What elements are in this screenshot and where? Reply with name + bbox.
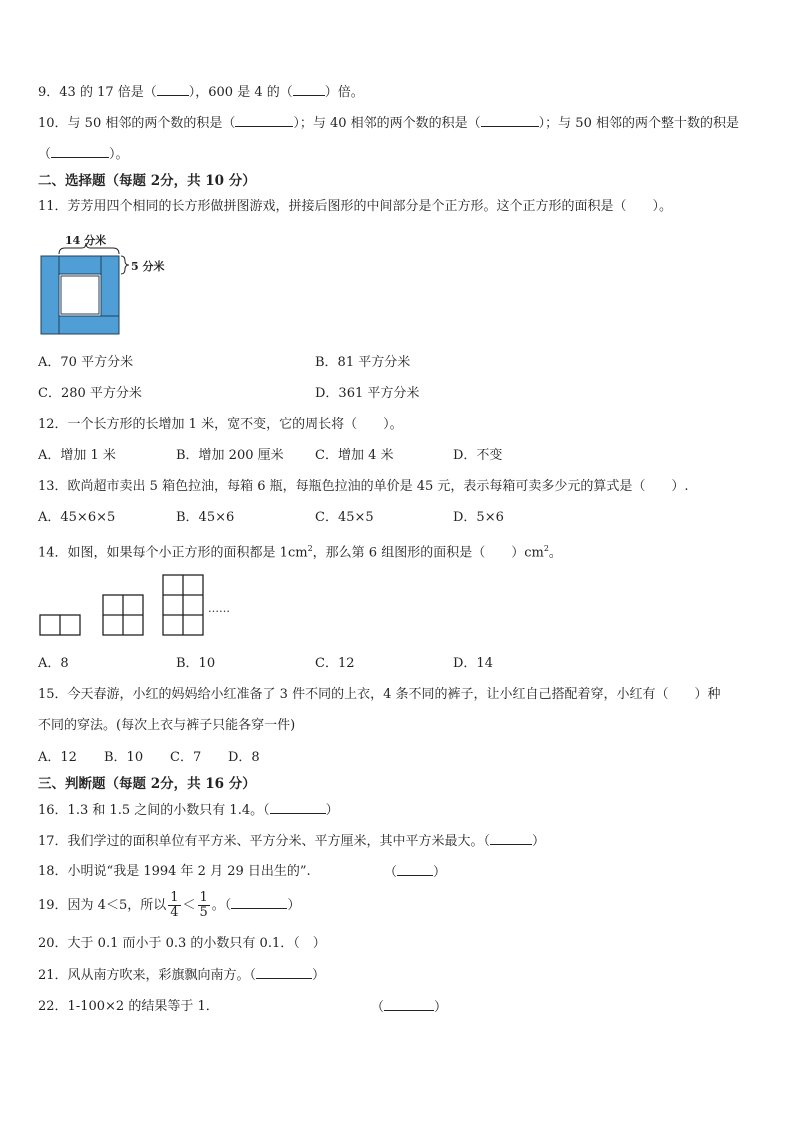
answer-blank[interactable]	[256, 966, 312, 979]
answer-blank[interactable]	[235, 114, 293, 127]
rect-left	[41, 256, 59, 334]
answer-blank[interactable]	[270, 801, 326, 814]
fraction-one-quarter: $\frac{1}{4}$	[170, 890, 179, 920]
q13-option-c[interactable]: C．45×5	[315, 510, 374, 525]
answer-blank[interactable]	[490, 832, 532, 845]
continuation-ellipsis: ……	[208, 602, 230, 615]
q15-option-a[interactable]: A．12	[38, 750, 77, 765]
q11-figure	[38, 232, 168, 334]
question-18-answer: （ ）	[384, 865, 447, 880]
question-15: 15．今天春游，小红的妈妈给小红准备了 3 件不同的上衣，4 条不同的裤子，让小红自己搭配着穿，小红有（ ）种	[38, 687, 721, 702]
q12-option-d[interactable]: D．不变	[453, 448, 503, 463]
q15-option-b[interactable]: B．10	[104, 750, 144, 765]
section-title-judge: 三、判断题（每题 2分，共 16 分）	[38, 776, 256, 792]
q14-option-d[interactable]: D．14	[453, 656, 493, 671]
q11-option-c[interactable]: C．280 平方分米	[38, 386, 142, 401]
question-18: 18．小明说“我是 1994 年 2 月 29 日出生的”.	[38, 864, 311, 879]
q12-option-a[interactable]: A．增加 1 米	[38, 448, 116, 463]
q14-option-b[interactable]: B．10	[176, 656, 216, 671]
answer-blank[interactable]	[157, 83, 189, 96]
question-9: 9．43 的 17 倍是（ ），600 是 4 的（ ）倍。	[38, 85, 364, 100]
width-label: 5 分米	[131, 260, 165, 273]
q15-option-d[interactable]: D．8	[228, 750, 260, 765]
pattern-group-3	[163, 575, 203, 635]
pattern-group-2	[103, 595, 143, 635]
question-22-answer: （ ）	[371, 1000, 448, 1015]
answer-blank[interactable]	[384, 998, 434, 1011]
q14-option-c[interactable]: C．12	[315, 656, 355, 671]
center-square	[61, 276, 99, 314]
q13-option-b[interactable]: B．45×6	[176, 510, 235, 525]
question-14: 14．如图，如果每个小正方形的面积都是 $1cm^2$，那么第 6 组图形的面积是（ ）$cm^2$。	[38, 544, 562, 561]
pattern-group-1	[40, 615, 80, 635]
question-16: 16．1.3 和 1.5 之间的小数只有 1.4。（ ）	[38, 803, 339, 818]
q12-option-c[interactable]: C．增加 4 米	[315, 448, 394, 463]
question-11: 11．芳芳用四个相同的长方形做拼图游戏，拼接后图形的中间部分是个正方形。这个正方形的面积是（ ）。	[38, 199, 673, 214]
fraction-one-fifth: $\frac{1}{5}$	[199, 890, 208, 920]
question-21: 21．风从南方吹来，彩旗飘向南方。（ ）	[38, 968, 326, 983]
length-label: 14 分米	[65, 234, 107, 247]
question-12: 12．一个长方形的长增加 1 米，宽不变，它的周长将（ ）。	[38, 417, 403, 432]
q12-option-b[interactable]: B．增加 200 厘米	[176, 448, 284, 463]
answer-blank[interactable]	[481, 114, 539, 127]
q13-option-a[interactable]: A．45×6×5	[38, 510, 116, 525]
answer-blank[interactable]	[293, 83, 325, 96]
q14-figure	[38, 574, 248, 640]
answer-blank[interactable]	[231, 896, 287, 909]
answer-blank[interactable]	[397, 863, 433, 876]
q11-option-a[interactable]: A．70 平方分米	[38, 355, 134, 370]
question-10: 10．与 50 相邻的两个数的积是（ ）；与 40 相邻的两个数的积是（ ）；与 50 相邻的两个整十数的积是	[38, 116, 739, 131]
question-15-cont: 不同的穿法。(每次上衣与裤子只能各穿一件)	[38, 718, 296, 733]
question-17: 17．我们学过的面积单位有平方米、平方分米、平方厘米，其中平方米最大。（ ）	[38, 834, 546, 849]
width-brace	[121, 256, 129, 274]
question-10-cont: （ ）。	[38, 147, 129, 162]
question-13: 13．欧尚超市卖出 5 箱色拉油，每箱 6 瓶，每瓶色拉油的单价是 45 元，表示每箱可卖多少元的算式是（ ）.	[38, 479, 689, 494]
q11-option-b[interactable]: B．81 平方分米	[315, 355, 411, 370]
q14-option-a[interactable]: A．8	[38, 656, 69, 671]
q13-option-d[interactable]: D．5×6	[453, 510, 504, 525]
question-20: 20．大于 0.1 而小于 0.3 的小数只有 0.1．（ ）	[38, 936, 326, 951]
answer-blank[interactable]	[51, 145, 109, 158]
section-title-choice: 二、选择题（每题 2分，共 10 分）	[38, 173, 256, 189]
q15-option-c[interactable]: C．7	[170, 750, 202, 765]
question-19: 19．因为 4＜5，所以 $\frac{1}{4}$ ＜ $\frac{1}{5}$ 。（ ）	[38, 890, 301, 920]
question-22: 22．1-100×2 的结果等于 1．	[38, 999, 219, 1014]
q11-option-d[interactable]: D．361 平方分米	[315, 386, 420, 401]
